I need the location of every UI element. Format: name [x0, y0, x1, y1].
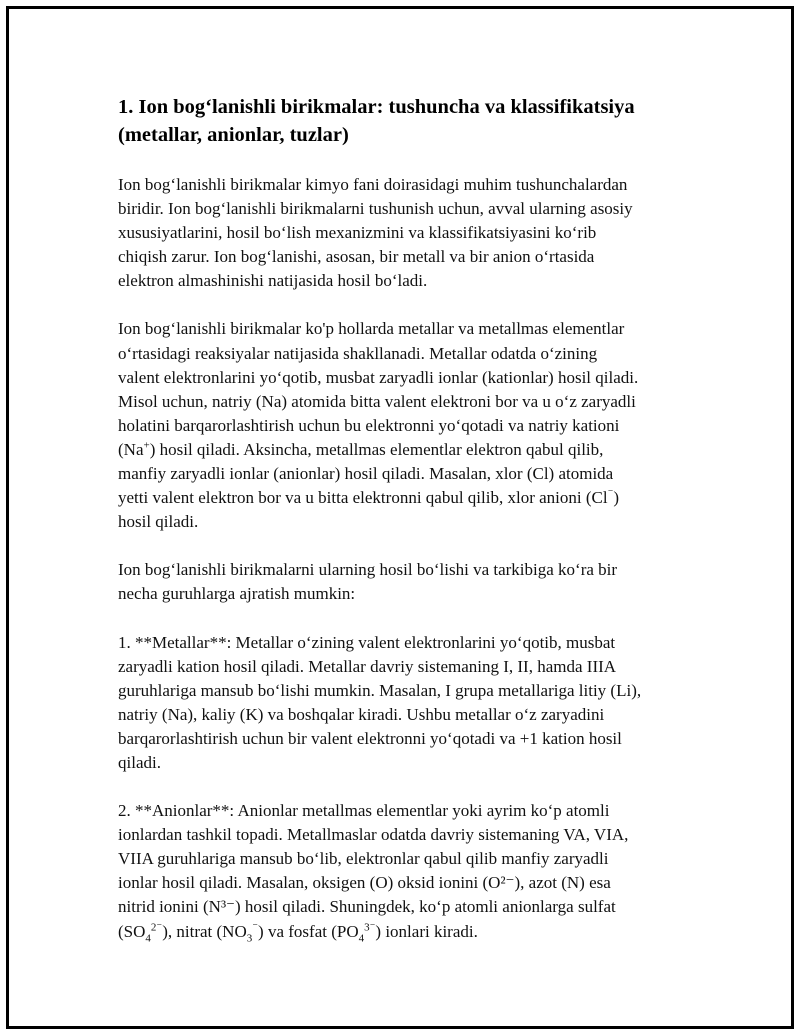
subscript-index: 4 — [145, 931, 151, 944]
paragraph-anions — [118, 799, 688, 944]
text-line: necha guruhlarga ajratish mumkin: — [118, 584, 356, 604]
text-segment: ) ionlari kiradi. — [375, 921, 478, 941]
text-line: ionlardan tashkil topadi. Metallmaslar odatda davriy sistemaning VA, VIA, — [118, 825, 629, 845]
text-line: natriy (Na), kaliy (K) va boshqalar kiradi. Ushbu metallar o‘z zaryadini — [118, 704, 605, 724]
paragraph-intro — [118, 173, 688, 293]
text-line: Ion bog‘lanishli birikmalar ko'p hollarda metallar va metallmas elementlar — [118, 319, 625, 339]
text-line — [118, 438, 688, 462]
text-line — [118, 920, 688, 944]
superscript-charge: + — [143, 439, 150, 452]
text-line — [118, 486, 688, 510]
text-line: zaryadli kation hosil qiladi. Metallar davriy sistemaning I, II, hamda IIIA — [118, 656, 617, 676]
text-segment: (Na — [118, 439, 144, 459]
text-line: biridir. Ion bog‘lanishli birikmalarni tushunish uchun, avval ularning asosiy — [118, 199, 633, 219]
text-line: Misol uchun, natriy (Na) atomida bitta valent elektroni bor va u o‘z zaryadli — [118, 391, 636, 411]
heading-line: 1. Ion bog‘lanishli birikmalar: tushuncha va klassifikatsiya — [118, 96, 635, 118]
text-line: holatini barqarorlashtirish uchun bu elektronni yo‘qotadi va natriy kationi — [118, 415, 620, 435]
text-line: manfiy zaryadli ionlar (anionlar) hosil qiladi. Masalan, xlor (Cl) atomida — [118, 464, 614, 484]
text-segment: (SO — [118, 921, 146, 941]
text-line: guruhlariga mansub bo‘lishi mumkin. Masalan, I grupa metallariga litiy (Li), — [118, 680, 642, 700]
text-line: xususiyatlarini, hosil bo‘lish mexanizmini va klassifikatsiyasini ko‘rib — [118, 223, 597, 243]
text-line: Ion bog‘lanishli birikmalarni ularning hosil bo‘lishi va tarkibiga ko‘ra bir — [118, 560, 618, 580]
paragraph-metals — [118, 631, 688, 776]
text-line: Ion bog‘lanishli birikmalar kimyo fani doirasidagi muhim tushunchalardan — [118, 175, 628, 194]
text-line: VIIA guruhlariga mansub bo‘lib, elektronlar qabul qilib manfiy zaryadli — [118, 849, 609, 869]
text-segment: ) — [613, 488, 620, 508]
text-segment: ) va fosfat (PO — [258, 921, 359, 941]
paragraph-classification — [118, 558, 688, 606]
text-line: chiqish zarur. Ion bog‘lanishi, asosan, bir metall va bir anion o‘rtasida — [118, 247, 595, 267]
superscript-charge: 2⁻ — [150, 920, 163, 933]
heading-line: (metallar, anionlar, tuzlar) — [118, 124, 349, 146]
text-line: 2. **Anionlar**: Anionlar metallmas elementlar yoki ayrim ko‘p atomli — [118, 801, 610, 821]
text-line: ionlar hosil qiladi. Masalan, oksigen (O) oksid ionini (O²⁻), azot (N) esa — [118, 873, 611, 893]
text-line: qiladi. — [118, 752, 161, 772]
text-segment: ) hosil qiladi. Aksincha, metallmas elementlar elektron qabul qilib, — [149, 439, 604, 459]
text-segment: ), nitrat (NO — [162, 921, 247, 941]
paragraph-formation — [118, 317, 688, 534]
text-line: barqarorlashtirish uchun bir valent elektronni yo‘qotadi va +1 kation hosil — [118, 728, 622, 748]
text-line: elektron almashinishi natijasida hosil bo‘ladi. — [118, 271, 428, 291]
superscript-charge: ⁻ — [252, 920, 259, 933]
text-line: nitrid ionini (N³⁻) hosil qiladi. Shuningdek, ko‘p atomli anionlarga sulfat — [118, 897, 616, 917]
section-heading — [118, 93, 688, 149]
superscript-charge: 3⁻ — [364, 920, 376, 933]
document-body — [118, 93, 688, 968]
text-segment: yetti valent elektron bor va u bitta elektronni qabul qilib, xlor anioni (Cl — [118, 488, 608, 508]
text-line: hosil qiladi. — [118, 512, 199, 532]
text-line: valent elektronlarini yo‘qotib, musbat zaryadli ionlar (kationlar) hosil qiladi. — [118, 367, 639, 387]
superscript-charge: ⁻ — [607, 487, 614, 500]
text-line: o‘rtasidagi reaksiyalar natijasida shakllanadi. Metallar odatda o‘zining — [118, 343, 598, 363]
text-line: 1. **Metallar**: Metallar o‘zining valent elektronlarini yo‘qotib, musbat — [118, 632, 616, 652]
subscript-index: 4 — [358, 931, 365, 944]
subscript-index: 3 — [246, 931, 253, 944]
